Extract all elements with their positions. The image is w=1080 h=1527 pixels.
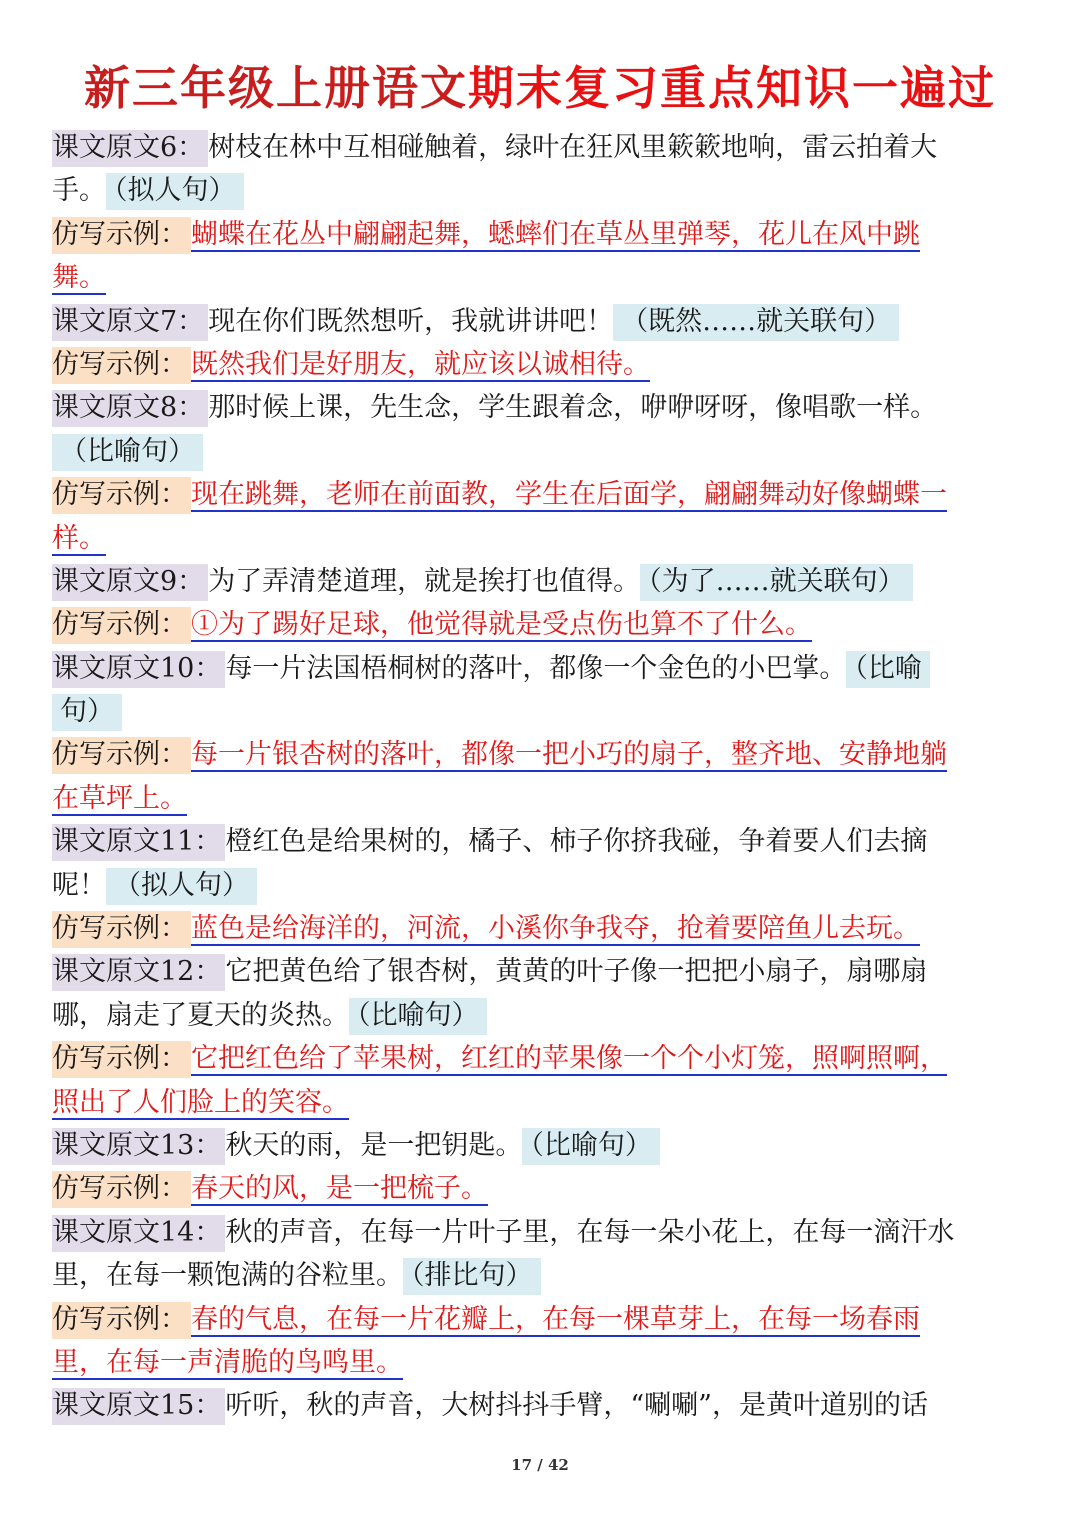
original-12-line-1 [52, 950, 1028, 993]
page-title [0, 52, 1080, 118]
original-14-line-1 [52, 1211, 1028, 1254]
sentence-type-tag: （比喻句） [522, 1128, 660, 1165]
example-12-line-2 [52, 1081, 1028, 1124]
example-6-line-1 [52, 213, 1028, 256]
original-label: 课文原文13： [52, 1128, 225, 1165]
example-label: 仿写示例： [52, 1041, 191, 1078]
example-label: 仿写示例： [52, 607, 191, 644]
example-text: 舞。 [52, 262, 106, 294]
page-number: 17 / 42 [511, 1456, 569, 1474]
sentence-type-tag: （比喻句） [349, 998, 487, 1035]
original-text: 呢！ [52, 869, 106, 901]
example-text: 每一片银杏树的落叶，都像一把小巧的扇子，整齐地、安静地躺 [191, 739, 947, 771]
example-text: 既然我们是好朋友，就应该以诚相待。 [191, 348, 650, 380]
original-label: 课文原文10： [52, 651, 225, 688]
example-11-line-1 [52, 907, 1028, 950]
original-label: 课文原文15： [52, 1388, 225, 1425]
original-text: 它把黄色给了银杏树，黄黄的叶子像一把把小扇子，扇哪扇 [225, 956, 928, 988]
original-text: 哪，扇走了夏天的炎热。 [52, 999, 349, 1031]
example-label: 仿写示例： [52, 347, 191, 384]
original-11-line-1 [52, 820, 1028, 863]
original-10-line-1 [52, 647, 1028, 690]
original-text: 秋的声音，在每一片叶子里，在每一朵小花上，在每一滴汗水 [225, 1216, 955, 1248]
example-text: 春天的风，是一把梳子。 [191, 1173, 488, 1205]
original-11-line-2 [52, 864, 1028, 907]
original-text: 每一片法国梧桐树的落叶，都像一个金色的小巴掌。 [225, 652, 847, 684]
original-label: 课文原文6： [52, 130, 208, 167]
example-12-line-1 [52, 1037, 1028, 1080]
example-text: 蝴蝶在花丛中翩翩起舞，蟋蟀们在草丛里弹琴，花儿在风中跳 [191, 218, 920, 250]
example-label: 仿写示例： [52, 737, 191, 774]
example-text: 蓝色是给海洋的，河流，小溪你争我夺，抢着要陪鱼儿去玩。 [191, 913, 920, 945]
original-15-line-1 [52, 1384, 1028, 1427]
example-10-line-2 [52, 777, 1028, 820]
original-9-line-1 [52, 560, 1028, 603]
example-8-line-1 [52, 473, 1028, 516]
original-12-line-2 [52, 994, 1028, 1037]
original-6-line-2 [52, 169, 1028, 212]
sentence-type-tag: （比喻 [846, 651, 930, 688]
original-label: 课文原文12： [52, 954, 225, 991]
example-label: 仿写示例： [52, 477, 191, 514]
example-text: 样。 [52, 522, 106, 554]
original-text: 秋天的雨，是一把钥匙。 [225, 1129, 523, 1161]
content [52, 126, 1028, 1428]
example-14-line-2 [52, 1341, 1028, 1384]
original-13-line-1 [52, 1124, 1028, 1167]
sentence-type-tag: （比喻句） [52, 434, 203, 471]
original-6-line-1 [52, 126, 1028, 169]
sentence-type-tag: 句） [52, 694, 122, 731]
example-text: 在草坪上。 [52, 782, 187, 814]
original-text: 树枝在林中互相碰触着，绿叶在狂风里簌簌地响，雷云拍着大 [208, 132, 938, 163]
sentence-type-tag: （既然……就关联句） [613, 304, 899, 341]
sentence-type-tag: （排比句） [403, 1258, 541, 1295]
example-text: 现在跳舞，老师在前面教，学生在后面学，翩翩舞动好像蝴蝶一 [191, 479, 947, 511]
example-8-line-2 [52, 517, 1028, 560]
original-text: 橙红色是给果树的，橘子、柿子你挤我碰，争着要人们去摘 [225, 826, 928, 858]
original-text: 手。 [52, 175, 106, 207]
original-text: 那时候上课，先生念，学生跟着念，咿咿呀呀，像唱歌一样。 [208, 392, 938, 424]
example-text: 里，在每一声清脆的鸟鸣里。 [52, 1346, 403, 1378]
example-14-line-1 [52, 1298, 1028, 1341]
original-8-line-2 [52, 430, 1028, 473]
sentence-type-tag: （拟人句） [106, 868, 257, 905]
example-text: ①为了踢好足球，他觉得就是受点伤也算不了什么。 [191, 609, 812, 641]
example-label: 仿写示例： [52, 217, 191, 254]
title-part-2: 期末复习重点知识一遍过 [468, 61, 996, 115]
example-7-line-1 [52, 343, 1028, 386]
original-14-line-2 [52, 1254, 1028, 1297]
example-label: 仿写示例： [52, 911, 191, 948]
example-6-line-2 [52, 256, 1028, 299]
original-text: 现在你们既然想听，我就讲讲吧！ [208, 305, 614, 337]
example-10-line-1 [52, 733, 1028, 776]
original-text: 听听，秋的声音，大树抖抖手臂，“唰唰”，是黄叶道别的话 [225, 1390, 928, 1422]
example-label: 仿写示例： [52, 1302, 191, 1339]
example-text: 照出了人们脸上的笑容。 [52, 1086, 349, 1118]
original-label: 课文原文7： [52, 304, 208, 341]
original-10-line-2 [52, 690, 1028, 733]
sentence-type-tag: （为了……就关联句） [640, 564, 913, 601]
original-label: 课文原文8： [52, 390, 208, 427]
example-text: 春的气息，在每一片花瓣上，在每一棵草芽上，在每一场春雨 [191, 1303, 920, 1335]
original-label: 课文原文14： [52, 1215, 225, 1252]
original-7-line-1 [52, 300, 1028, 343]
example-9-line-1 [52, 603, 1028, 646]
original-text: 为了弄清楚道理，就是挨打也值得。 [208, 565, 641, 597]
title-part-1: 新三年级上册语文 [84, 61, 468, 115]
original-text: 里，在每一颗饱满的谷粒里。 [52, 1260, 403, 1292]
original-label: 课文原文11： [52, 824, 225, 861]
sentence-type-tag: （拟人句） [106, 173, 244, 210]
original-label: 课文原文9： [52, 564, 208, 601]
original-8-line-1 [52, 386, 1028, 429]
example-label: 仿写示例： [52, 1171, 191, 1208]
example-13-line-1 [52, 1167, 1028, 1210]
example-text: 它把红色给了苹果树，红红的苹果像一个个小灯笼，照啊照啊， [191, 1043, 947, 1075]
